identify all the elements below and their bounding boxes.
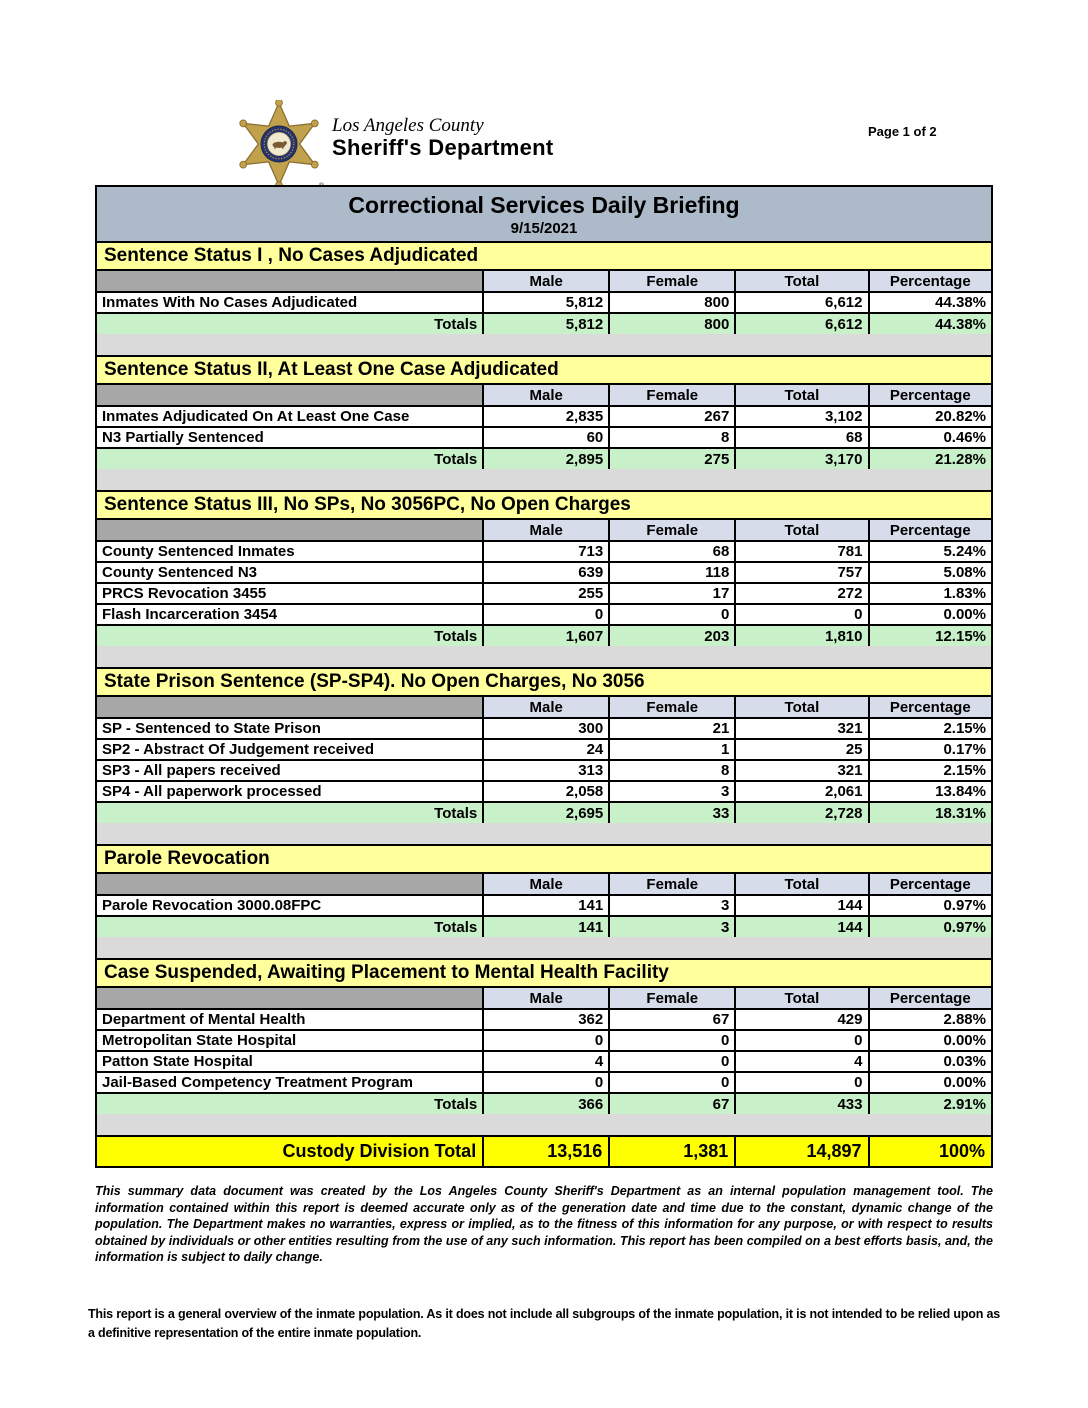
report-title-bar: [97, 187, 991, 243]
column-header-female: Female: [609, 874, 735, 895]
male-value: 0: [483, 1030, 609, 1051]
totals-total: 1,810: [735, 625, 868, 646]
report-sheet: [95, 185, 993, 1168]
total-value: 272: [735, 583, 868, 604]
female-value: 68: [609, 541, 735, 562]
percentage-value: 0.00%: [869, 1030, 992, 1051]
disclaimer-footnote: This summary data document was created by the Los Angeles County Sheriff's Department as an internal population management tool. The information contained within this report is deemed accurate only as of the generation date and time due to the constant, dynamic change of the population. The Department makes no warranties, express or implied, as to the fitness of this information for any purpose, or with respect to results obtained by individuals or other entities resulting from the use of any such information. This report has been compiled on a best efforts basis, and, the information is subject to daily change.: [95, 1184, 993, 1264]
percentage-value: 1.83%: [869, 583, 992, 604]
total-value: 6,612: [735, 292, 868, 313]
column-header-blank-cell: [97, 385, 483, 406]
section-title: Sentence Status III, No SPs, No 3056PC, No Open Charges: [97, 492, 991, 520]
grand-total-label: Custody Division Total: [97, 1137, 483, 1166]
percentage-value: 0.00%: [869, 1072, 992, 1093]
percentage-value: 5.08%: [869, 562, 992, 583]
column-header-total: Total: [735, 385, 868, 406]
logo-county-text: Los Angeles County: [332, 115, 484, 136]
column-header-row: [97, 697, 991, 718]
table-row: [97, 760, 991, 781]
section-title: Sentence Status I , No Cases Adjudicated: [97, 243, 991, 271]
total-value: 144: [735, 895, 868, 916]
female-value: 67: [609, 1009, 735, 1030]
female-value: 118: [609, 562, 735, 583]
row-label: PRCS Revocation 3455: [97, 583, 483, 604]
column-header-blank-cell: [97, 271, 483, 292]
total-value: 321: [735, 718, 868, 739]
table-row: [97, 895, 991, 916]
totals-female: 203: [609, 625, 735, 646]
column-header-total: Total: [735, 520, 868, 541]
table-row: [97, 292, 991, 313]
total-value: 0: [735, 1030, 868, 1051]
row-label: SP3 - All papers received: [97, 760, 483, 781]
percentage-value: 20.82%: [869, 406, 992, 427]
totals-label: Totals: [97, 1093, 483, 1114]
section-table: [97, 874, 991, 937]
female-value: 0: [609, 604, 735, 625]
table-row: [97, 781, 991, 802]
totals-row: [97, 313, 991, 334]
section-title: State Prison Sentence (SP-SP4). No Open Charges, No 3056: [97, 669, 991, 697]
totals-male: 2,895: [483, 448, 609, 469]
section-4: [97, 669, 991, 846]
total-value: 25: [735, 739, 868, 760]
row-label: Flash Incarceration 3454: [97, 604, 483, 625]
male-value: 639: [483, 562, 609, 583]
column-header-blank-cell: [97, 697, 483, 718]
male-value: 4: [483, 1051, 609, 1072]
totals-total: 6,612: [735, 313, 868, 334]
section-3: [97, 492, 991, 669]
table-row: [97, 562, 991, 583]
male-value: 362: [483, 1009, 609, 1030]
male-value: 60: [483, 427, 609, 448]
row-label: SP2 - Abstract Of Judgement received: [97, 739, 483, 760]
department-logo: [236, 100, 554, 188]
table-row: [97, 583, 991, 604]
totals-percentage: 21.28%: [869, 448, 992, 469]
table-row: [97, 718, 991, 739]
section-1: [97, 243, 991, 357]
female-value: 0: [609, 1072, 735, 1093]
male-value: 0: [483, 604, 609, 625]
column-header-blank-cell: [97, 520, 483, 541]
section-table: [97, 271, 991, 334]
column-header-male: Male: [483, 697, 609, 718]
column-header-percentage: Percentage: [869, 874, 992, 895]
female-value: 3: [609, 895, 735, 916]
female-value: 8: [609, 427, 735, 448]
totals-label: Totals: [97, 916, 483, 937]
totals-total: 2,728: [735, 802, 868, 823]
total-value: 429: [735, 1009, 868, 1030]
female-value: 21: [609, 718, 735, 739]
female-value: 0: [609, 1030, 735, 1051]
totals-label: Totals: [97, 448, 483, 469]
male-value: 713: [483, 541, 609, 562]
totals-row: [97, 916, 991, 937]
male-value: 0: [483, 1072, 609, 1093]
totals-male: 366: [483, 1093, 609, 1114]
totals-row: [97, 625, 991, 646]
section-table: [97, 385, 991, 469]
column-header-row: [97, 385, 991, 406]
row-label: SP - Sentenced to State Prison: [97, 718, 483, 739]
grand-total-total: 14,897: [735, 1137, 868, 1166]
total-value: 0: [735, 604, 868, 625]
column-header-percentage: Percentage: [869, 271, 992, 292]
section-gap: [97, 937, 991, 960]
column-header-total: Total: [735, 697, 868, 718]
grand-total-male: 13,516: [483, 1137, 609, 1166]
totals-male: 141: [483, 916, 609, 937]
percentage-value: 2.15%: [869, 760, 992, 781]
column-header-male: Male: [483, 271, 609, 292]
column-header-row: [97, 988, 991, 1009]
totals-percentage: 2.91%: [869, 1093, 992, 1114]
totals-label: Totals: [97, 313, 483, 334]
table-row: [97, 541, 991, 562]
female-value: 0: [609, 1051, 735, 1072]
totals-female: 275: [609, 448, 735, 469]
total-value: 2,061: [735, 781, 868, 802]
male-value: 255: [483, 583, 609, 604]
row-label: County Sentenced N3: [97, 562, 483, 583]
male-value: 5,812: [483, 292, 609, 313]
column-header-row: [97, 874, 991, 895]
percentage-value: 2.88%: [869, 1009, 992, 1030]
percentage-value: 0.46%: [869, 427, 992, 448]
sections-container: [97, 243, 991, 1137]
table-row: [97, 1009, 991, 1030]
total-value: 0: [735, 1072, 868, 1093]
column-header-percentage: Percentage: [869, 697, 992, 718]
percentage-value: 0.03%: [869, 1051, 992, 1072]
totals-total: 144: [735, 916, 868, 937]
totals-row: [97, 1093, 991, 1114]
column-header-total: Total: [735, 271, 868, 292]
row-label: County Sentenced Inmates: [97, 541, 483, 562]
male-value: 313: [483, 760, 609, 781]
page-number: Page 1 of 2: [868, 124, 937, 139]
totals-percentage: 12.15%: [869, 625, 992, 646]
table-row: [97, 406, 991, 427]
totals-female: 33: [609, 802, 735, 823]
totals-percentage: 0.97%: [869, 916, 992, 937]
section-gap: [97, 469, 991, 492]
section-table: [97, 988, 991, 1114]
grand-total-row: [97, 1137, 991, 1166]
column-header-percentage: Percentage: [869, 520, 992, 541]
row-label: Jail-Based Competency Treatment Program: [97, 1072, 483, 1093]
column-header-blank-cell: [97, 988, 483, 1009]
female-value: 17: [609, 583, 735, 604]
column-header-male: Male: [483, 520, 609, 541]
section-title: Sentence Status II, At Least One Case Adjudicated: [97, 357, 991, 385]
total-value: 3,102: [735, 406, 868, 427]
total-value: 68: [735, 427, 868, 448]
totals-percentage: 44.38%: [869, 313, 992, 334]
section-gap: [97, 823, 991, 846]
total-value: 321: [735, 760, 868, 781]
overview-footnote: This report is a general overview of the inmate population. As it does not include all subgroups of the inmate population, it is not intended to be relied upon as a definitive representation of the entire inmate population.: [88, 1307, 1000, 1340]
grand-total-percentage: 100%: [869, 1137, 992, 1166]
section-title: Case Suspended, Awaiting Placement to Mental Health Facility: [97, 960, 991, 988]
totals-row: [97, 802, 991, 823]
column-header-female: Female: [609, 271, 735, 292]
column-header-male: Male: [483, 988, 609, 1009]
column-header-row: [97, 271, 991, 292]
column-header-female: Female: [609, 385, 735, 406]
female-value: 800: [609, 292, 735, 313]
female-value: 267: [609, 406, 735, 427]
column-header-female: Female: [609, 520, 735, 541]
row-label: Parole Revocation 3000.08FPC: [97, 895, 483, 916]
row-label: Metropolitan State Hospital: [97, 1030, 483, 1051]
section-gap: [97, 646, 991, 669]
percentage-value: 2.15%: [869, 718, 992, 739]
row-label: Inmates With No Cases Adjudicated: [97, 292, 483, 313]
totals-male: 5,812: [483, 313, 609, 334]
column-header-female: Female: [609, 988, 735, 1009]
column-header-female: Female: [609, 697, 735, 718]
totals-label: Totals: [97, 625, 483, 646]
column-header-total: Total: [735, 874, 868, 895]
male-value: 24: [483, 739, 609, 760]
section-5: [97, 846, 991, 960]
section-gap: [97, 334, 991, 357]
section-table: [97, 697, 991, 823]
male-value: 300: [483, 718, 609, 739]
logo-department-text: Sheriff's Department: [332, 135, 554, 160]
percentage-value: 44.38%: [869, 292, 992, 313]
column-header-blank-cell: [97, 874, 483, 895]
totals-male: 1,607: [483, 625, 609, 646]
column-header-percentage: Percentage: [869, 385, 992, 406]
totals-female: 3: [609, 916, 735, 937]
percentage-value: 0.17%: [869, 739, 992, 760]
totals-total: 433: [735, 1093, 868, 1114]
section-gap: [97, 1114, 991, 1137]
row-label: Patton State Hospital: [97, 1051, 483, 1072]
section-6: [97, 960, 991, 1137]
grand-total-table: [97, 1137, 991, 1166]
totals-female: 67: [609, 1093, 735, 1114]
row-label: N3 Partially Sentenced: [97, 427, 483, 448]
totals-label: Totals: [97, 802, 483, 823]
female-value: 1: [609, 739, 735, 760]
table-row: [97, 1072, 991, 1093]
total-value: 781: [735, 541, 868, 562]
percentage-value: 0.00%: [869, 604, 992, 625]
grand-total-female: 1,381: [609, 1137, 735, 1166]
table-row: [97, 1051, 991, 1072]
female-value: 8: [609, 760, 735, 781]
table-row: [97, 739, 991, 760]
column-header-male: Male: [483, 874, 609, 895]
report-title: Correctional Services Daily Briefing: [348, 192, 740, 218]
male-value: 2,835: [483, 406, 609, 427]
totals-total: 3,170: [735, 448, 868, 469]
totals-male: 2,695: [483, 802, 609, 823]
report-date: 9/15/2021: [510, 220, 578, 237]
section-title: Parole Revocation: [97, 846, 991, 874]
section-table: [97, 520, 991, 646]
table-row: [97, 427, 991, 448]
section-2: [97, 357, 991, 492]
row-label: SP4 - All paperwork processed: [97, 781, 483, 802]
percentage-value: 5.24%: [869, 541, 992, 562]
totals-female: 800: [609, 313, 735, 334]
column-header-total: Total: [735, 988, 868, 1009]
sheriff-star-badge-icon: [236, 100, 322, 188]
percentage-value: 13.84%: [869, 781, 992, 802]
totals-row: [97, 448, 991, 469]
percentage-value: 0.97%: [869, 895, 992, 916]
column-header-percentage: Percentage: [869, 988, 992, 1009]
female-value: 3: [609, 781, 735, 802]
row-label: Department of Mental Health: [97, 1009, 483, 1030]
table-row: [97, 604, 991, 625]
column-header-male: Male: [483, 385, 609, 406]
male-value: 2,058: [483, 781, 609, 802]
table-row: [97, 1030, 991, 1051]
male-value: 141: [483, 895, 609, 916]
row-label: Inmates Adjudicated On At Least One Case: [97, 406, 483, 427]
total-value: 757: [735, 562, 868, 583]
total-value: 4: [735, 1051, 868, 1072]
totals-percentage: 18.31%: [869, 802, 992, 823]
column-header-row: [97, 520, 991, 541]
